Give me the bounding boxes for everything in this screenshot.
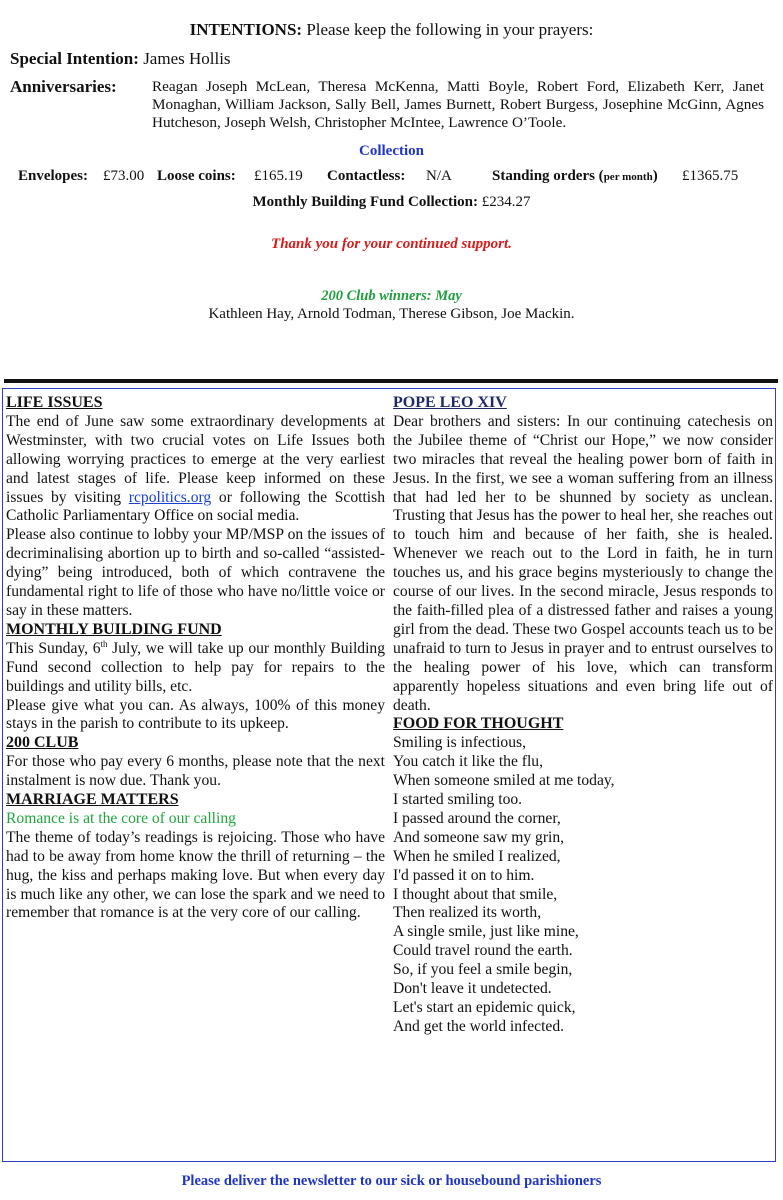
poem-line: A single smile, just like mine, <box>393 923 579 941</box>
loose-coins-value: £165.19 <box>254 168 303 184</box>
life-issues-paragraph-2: Please also continue to lobby your MP/MSP on the issues of decriminalising abortion up to birth and so-called “assisted-dying” being introduced, both of which contravene the fundamental right to life of those who have no/little voice or say in these matters. <box>6 526 385 619</box>
poem-line: You catch it like the flu, <box>393 753 543 771</box>
marriage-subheading: Romance is at the core of our calling <box>6 809 236 827</box>
poem-line: I thought about that smile, <box>393 885 558 903</box>
club-heading: 200 CLUB <box>6 734 79 752</box>
club-winners-names: Kathleen Hay, Arnold Todman, Therese Gibson, Joe Mackin. <box>208 306 575 322</box>
collection-heading: Collection <box>359 143 424 159</box>
standing-orders-value: £1365.75 <box>682 168 739 184</box>
pope-leo-heading: POPE LEO XIV <box>393 394 507 411</box>
food-for-thought-heading: FOOD FOR THOUGHT <box>393 715 564 733</box>
poem-line: When someone smiled at me today, <box>393 772 615 790</box>
poem <box>393 734 773 1037</box>
section-divider <box>4 379 778 383</box>
pope-leo-paragraph: Dear brothers and sisters: In our continuing catechesis on the Jubilee theme of “Christ our Hope,” we now consider two miracles that reveal the healing power born of faith in Jesus. In the first, we see a woman suffering from an illness that had led her to be shunned by society as unclean. Trusting that Jesus has the power to heal her, she reaches out to touch him and because of her faith, she is healed. Whenever we reach out to the Lord in faith, he in turn touches us, and his grace begins mysteriously to change the course of our lives. In the second miracle, Jesus responds to the faith-filled plea of a distressed father and raises a young girl from the dead. These two Gospel accounts teach us to be unafraid to turn to Jesus in prayer and to entrust ourselves to the healing power of his love, which can transform apparently hopeless situations and even bring life out of death. <box>393 412 773 714</box>
life-issues-heading: LIFE ISSUES <box>6 394 103 411</box>
contactless-value: N/A <box>426 168 452 184</box>
building-fund-collection <box>0 194 783 211</box>
right-column <box>393 394 773 1037</box>
club-winners-title: 200 Club winners: May <box>321 288 462 304</box>
intentions-label: INTENTIONS: <box>189 20 303 39</box>
poem-line: So, if you feel a smile begin, <box>393 961 573 979</box>
anniversaries-label: Anniversaries: <box>10 77 117 96</box>
marriage-paragraph: The theme of today’s readings is rejoicing. Those who have had to be away from home know the thrill of returning – the hug, the kiss and perhaps making love. But when every day is much like any other, we can lose the spark and we need to remember that romance is at the very core of our calling. <box>6 828 385 922</box>
left-column <box>6 394 385 923</box>
thanks-message: Thank you for your continued support. <box>271 236 512 252</box>
rcpolitics-link[interactable]: rcpolitics.org <box>128 488 212 506</box>
poem-line: Then realized its worth, <box>393 904 542 922</box>
marriage-matters-heading: MARRIAGE MATTERS <box>6 791 179 809</box>
poem-line: Could travel round the earth. <box>393 942 573 960</box>
poem-line: I started smiling too. <box>393 791 523 809</box>
poem-line: I passed around the corner, <box>393 809 561 827</box>
poem-line: And someone saw my grin, <box>393 828 565 846</box>
special-intention-label: Special Intention: <box>10 49 139 68</box>
building-fund-heading: MONTHLY BUILDING FUND <box>6 620 222 638</box>
poem-line: And get the world infected. <box>393 1017 565 1035</box>
poem-line: Don't leave it undetected. <box>393 980 552 998</box>
intentions-heading <box>0 20 783 40</box>
club-paragraph: For those who pay every 6 months, please note that the next instalment is now due. Thank you. <box>6 753 385 790</box>
poem-line: I'd passed it on to him. <box>393 866 535 884</box>
life-issues-paragraph: The end of June saw some extraordinary developments at Westminster, with two crucial votes on Life Issues both allowing worrying practices to emerge at the very earliest and latest stages of life. Please keep informed on these issues by visiting rcpolitics.org or following the Scottish Catholic Parliamentary Office on social media. <box>6 412 385 525</box>
anniversaries-names: Reagan Joseph McLean, Theresa McKenna, Matti Boyle, Robert Ford, Elizabeth Kerr, Janet Monaghan, William Jackson, Sally Bell, James Burnett, Robert Burgess, Josephine McGinn, Agnes Hutcheson, Joseph Welsh, Christopher McIntee, Lawrence O’Toole. <box>152 78 764 131</box>
special-intention-name: James Hollis <box>143 49 231 68</box>
special-intention <box>10 49 231 69</box>
building-fund-value: £234.27 <box>481 194 531 210</box>
building-fund-paragraph-2: Please give what you can. As always, 100% of this money stays in the parish to contribute to its upkeep. <box>6 696 385 733</box>
poem-line: Let's start an epidemic quick, <box>393 999 576 1016</box>
intentions-text: Please keep the following in your prayers: <box>302 20 594 39</box>
footer-note: Please deliver the newsletter to our sick or housebound parishioners <box>181 1173 602 1189</box>
envelopes-value: £73.00 <box>103 168 145 184</box>
poem-line: When he smiled I realized, <box>393 847 561 865</box>
building-fund-label: Monthly Building Fund Collection: <box>252 194 478 210</box>
loose-coins-label: Loose coins: <box>157 168 236 184</box>
poem-line: Smiling is infectious, <box>393 734 526 752</box>
standing-orders-label: Standing orders (per month) <box>492 168 658 184</box>
contactless-label: Contactless: <box>327 168 406 184</box>
envelopes-label: Envelopes: <box>18 168 89 184</box>
building-fund-paragraph: This Sunday, 6th July, we will take up our monthly Building Fund second collection to help pay for repairs to the buildings and utility bills, etc. <box>6 638 385 695</box>
